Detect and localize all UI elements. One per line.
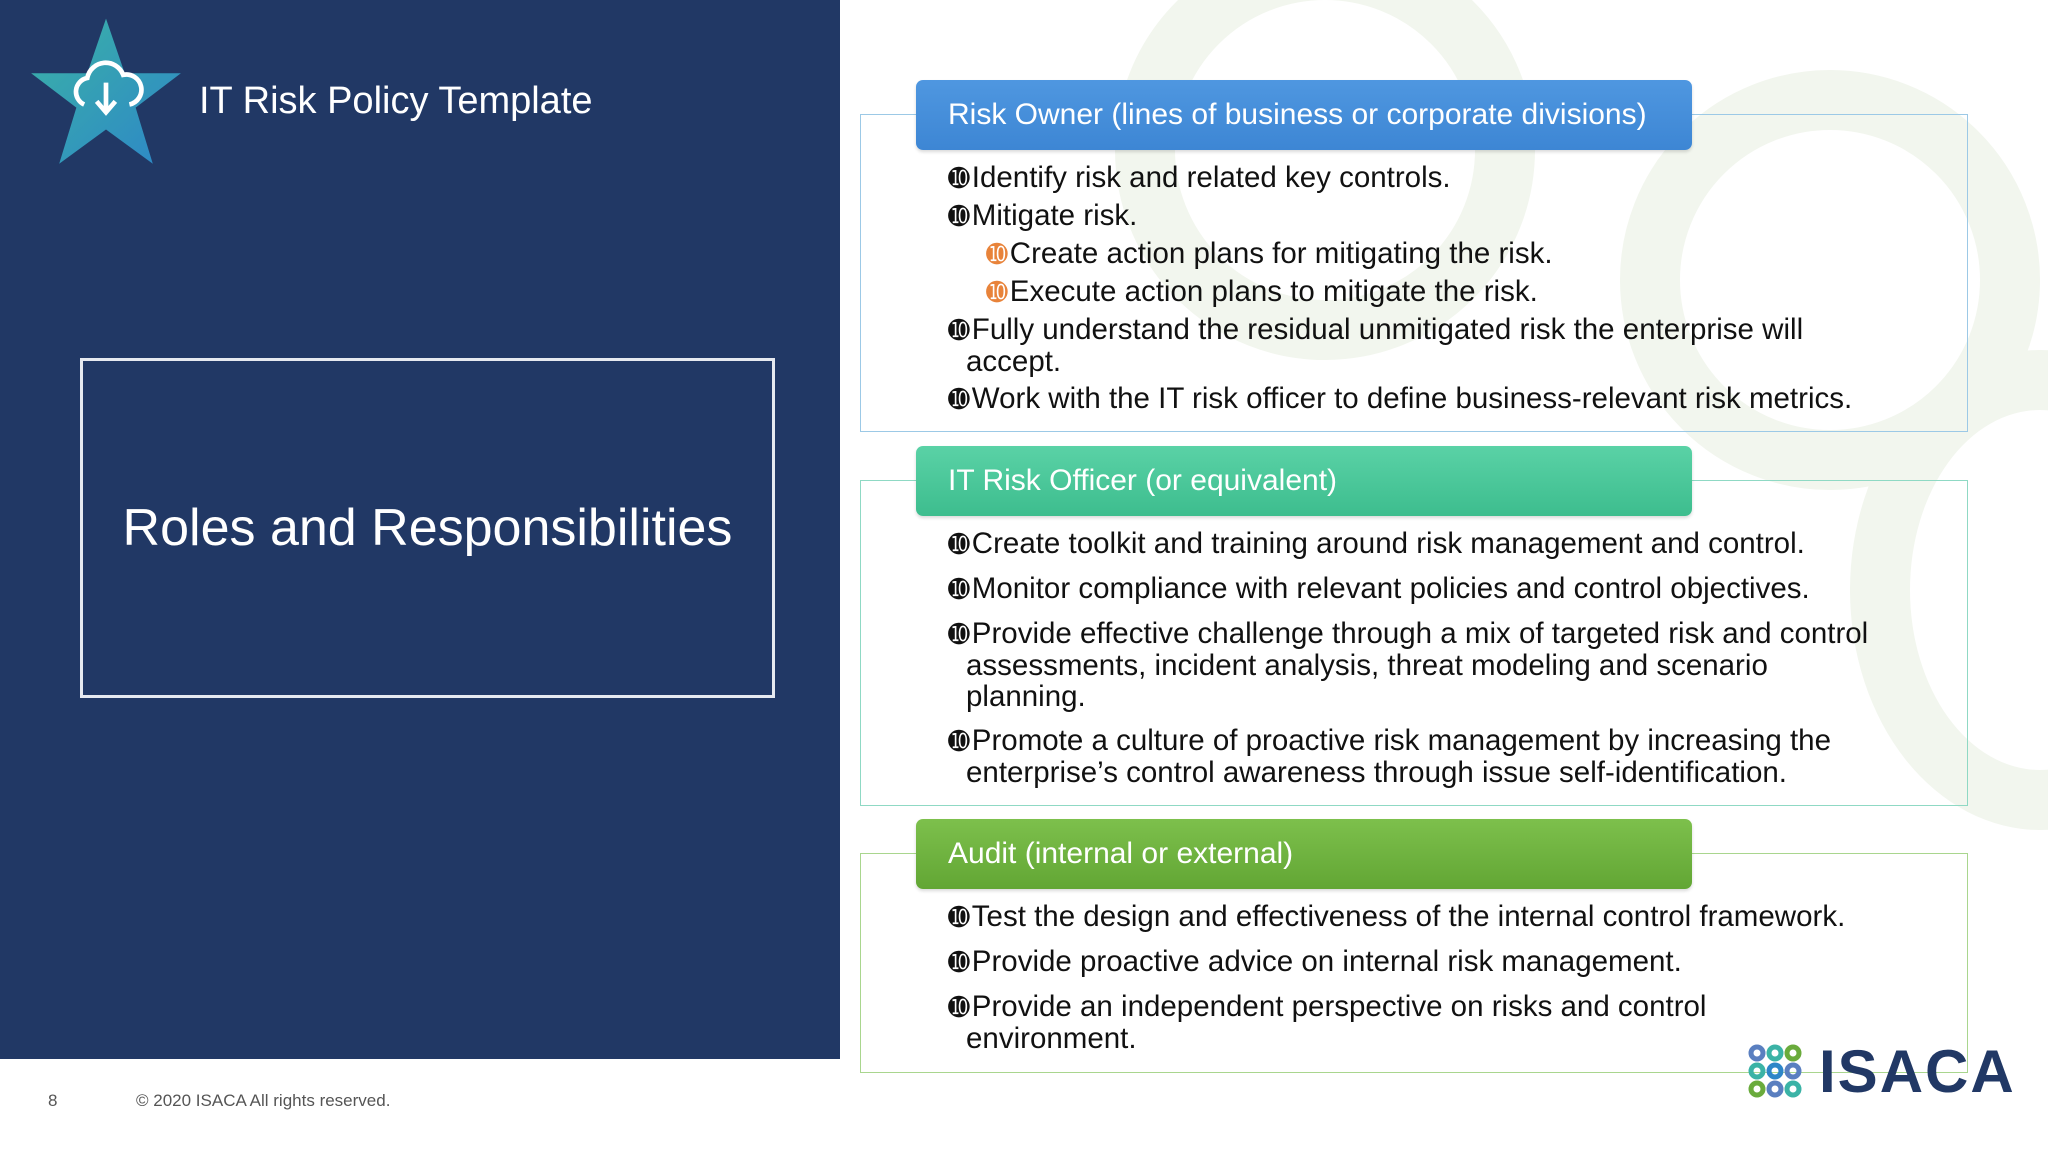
left-panel — [0, 0, 840, 1059]
section-title: Roles and Responsibilities — [122, 499, 733, 557]
list-item: ➓Mitigate risk. — [948, 199, 1138, 232]
deck-title: IT Risk Policy Template — [199, 80, 593, 122]
it-risk-officer-list — [948, 528, 1958, 788]
page-number: 8 — [48, 1091, 58, 1110]
bullet-marker-icon: ➓ — [948, 315, 970, 345]
list-item: ➓Work with the IT risk officer to define business-relevant risk metrics. — [948, 382, 1853, 415]
list-item: ➓Create action plans for mitigating the risk. — [986, 237, 1553, 270]
bullet-marker-icon: ➓ — [948, 163, 970, 193]
logo-text: ISACA — [1819, 1037, 2016, 1105]
it-risk-officer-header — [916, 446, 1692, 516]
bullet-marker-icon: ➓ — [948, 201, 970, 231]
list-item: ➓Provide an independent perspective on risks and control environment. — [948, 990, 1707, 1055]
bullet-marker-icon: ➓ — [948, 384, 970, 414]
list-item: ➓Promote a culture of proactive risk management by increasing the enterprise’s control awareness through issue self-identification. — [948, 724, 1831, 789]
section-title-box — [80, 358, 775, 698]
it-risk-officer-title: IT Risk Officer (or equivalent) — [948, 464, 1338, 497]
list-item: ➓Fully understand the residual unmitigated risk the enterprise will accept. — [948, 313, 1804, 378]
bullet-marker-icon: ➓ — [986, 277, 1008, 307]
bullet-marker-icon: ➓ — [948, 992, 970, 1022]
copyright: © 2020 ISACA All rights reserved. — [136, 1091, 391, 1110]
list-item: ➓Test the design and effectiveness of the internal control framework. — [948, 900, 1846, 933]
bullet-marker-icon: ➓ — [948, 529, 970, 559]
list-item: ➓Provide proactive advice on internal risk management. — [948, 945, 1682, 978]
risk-owner-title: Risk Owner (lines of business or corporate divisions) — [948, 98, 1647, 131]
list-item: ➓Identify risk and related key controls. — [948, 161, 1451, 194]
list-item: ➓Create toolkit and training around risk management and control. — [948, 527, 1805, 560]
isaca-logo — [1745, 1037, 2016, 1105]
bullet-marker-icon: ➓ — [948, 947, 970, 977]
bullet-marker-icon: ➓ — [948, 574, 970, 604]
risk-owner-header — [916, 80, 1692, 150]
bullet-marker-icon: ➓ — [948, 726, 970, 756]
audit-header — [916, 819, 1692, 889]
audit-list — [948, 901, 1958, 1054]
list-item: ➓Provide effective challenge through a mix of targeted risk and control assessments, incident analysis, threat modeling and scenario planning. — [948, 617, 1869, 713]
risk-owner-list — [948, 162, 1958, 415]
list-item: ➓Monitor compliance with relevant policies and control objectives. — [948, 572, 1810, 605]
bullet-marker-icon: ➓ — [948, 902, 970, 932]
list-item: ➓Execute action plans to mitigate the risk. — [986, 275, 1538, 308]
bullet-marker-icon: ➓ — [986, 239, 1008, 269]
bullet-marker-icon: ➓ — [948, 619, 970, 649]
isaca-logo-icon — [1745, 1041, 1805, 1101]
audit-title: Audit (internal or external) — [948, 837, 1294, 870]
star-cloud-icon — [28, 14, 184, 170]
